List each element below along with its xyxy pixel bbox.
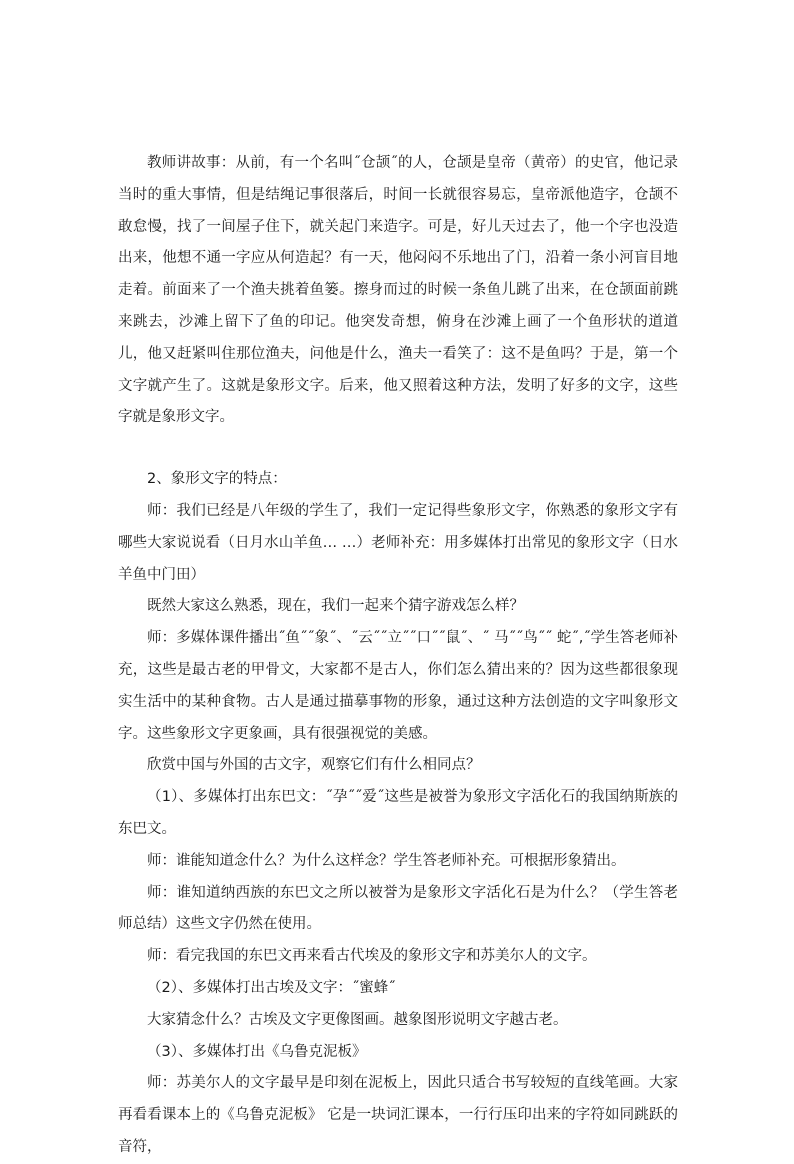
egypt-paragraph: （2）、多媒体打出古埃及文字：˝蜜蜂˝ — [147, 979, 396, 996]
guess-game-paragraph: 既然大家这么熟悉，现在，我们一起来个猜字游戏怎么样？ — [147, 598, 524, 615]
teacher-question-paragraph: 师：谁能知道念什么？为什么这样念？学生答老师补充。可根据形象猜出。 — [147, 852, 626, 869]
spacer — [118, 434, 678, 464]
section-heading: 2、象形文字的特点： — [147, 471, 287, 488]
egypt-intro-paragraph: 师：看完我国的东巴文再来看古代埃及的象形文字和苏美尔人的文字。 — [147, 948, 597, 965]
uruk-heading-paragraph: （3）、多媒体打出《乌鲁克泥板》 — [147, 1043, 367, 1060]
egypt-guess-paragraph: 大家猜念什么？古埃及文字更像图画。越象图形说明文字越古老。 — [147, 1011, 568, 1028]
sumer-paragraph: 师：苏美尔人的文字最早是印刻在泥板上，因此只适合书写较短的直线笔画。大家再看看课本上的《乌鲁克泥板》 它是一块词汇课本，一行行压印出来的字符如同跳跃的音符， — [118, 1075, 678, 1155]
dongba-paragraph: （1）、多媒体打出东巴文：˝孕˝˝爱˝这些是被誉为象形文字活化石的我国纳斯族的东巴文。 — [118, 789, 678, 837]
naxi-paragraph: 师：谁知道纳西族的东巴文之所以被誉为是象形文字活化石是为什么？（学生答老师总结）这些文字仍然在使用。 — [118, 884, 678, 933]
teacher-paragraph: 师：我们已经是八年级的学生了，我们一定记得些象形文字，你熟悉的象形文字有哪些大家说说看（日月水山羊鱼… …）老师补充：用多媒体打出常见的象形文字（日水羊鱼中门田） — [118, 502, 678, 583]
oracle-bone-paragraph: 师：多媒体课件播出˝鱼˝˝象˝、˝云˝˝立˝˝口˝˝鼠˝、˝ 马˝˝鸟˝˝ 蛇˝,˝学生答老师补充，这些是最古老的甲骨文，大家都不是古人，你们怎么猜出来的？因为这些都很象现实生活中的某种食物。古人是通过描摹事物的形象，通过这种方法创造的文字叫象形文字。这些象形文字更象画，具有很强视觉的美感。 — [118, 630, 678, 742]
document-page — [118, 148, 678, 1164]
story-paragraph: 教师讲故事：从前，有一个名叫˝仓颉˝的人，仓颉是皇帝（黄帝）的史官，他记录当时的重大事情，但是结绳记事很落后，时间一长就很容易忘，皇帝派他造字，仓颉不敢怠慢，找了一间屋子住下，就关起门来造字。可是，好儿天过去了，他一个字也没造出来，他想不通一字应从何造起？有一天，他闷闷不乐地出了门，沿着一条小河盲目地走着。前面来了一个渔夫挑着鱼篓。擦身而过的时候一条鱼儿跳了出来，在仓颉面前跳来跳去，沙滩上留下了鱼的印记。他突发奇想，俯身在沙滩上画了一个鱼形状的道道儿，他又赶紧叫住那位渔夫，问他是什么，渔夫一看笑了：这不是鱼吗？于是，第一个文字就产生了。这就是象形文字。后来，他又照着这种方法，发明了好多的文字，这些字就是象形文字。 — [118, 155, 678, 426]
compare-paragraph: 欣赏中国与外国的古文字，观察它们有什么相同点？ — [147, 757, 481, 774]
